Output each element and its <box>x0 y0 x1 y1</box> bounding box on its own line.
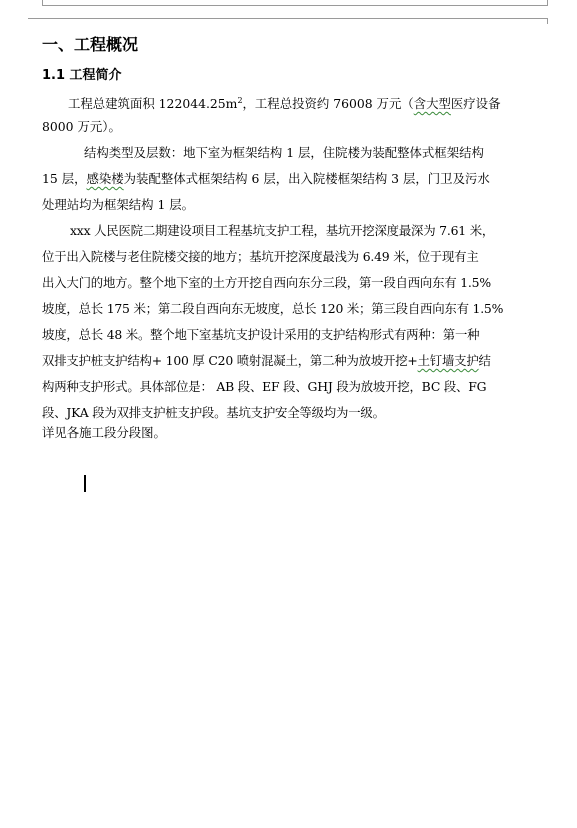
spellcheck-underline: 感染楼 <box>86 171 124 186</box>
spellcheck-underline: 含大型 <box>413 96 451 112</box>
text-cursor <box>84 475 86 492</box>
paragraph-see-drawing: 详见各施工段分段图。 <box>42 425 166 440</box>
paragraph-excavation <box>42 218 548 426</box>
text-line: xxx 人民医院二期建设项目工程基坑支护工程，基坑开挖深度最深为 7.61 米， <box>70 223 495 238</box>
heading-2: 1.1 工程简介 <box>42 68 122 83</box>
text-line: 坡度，总长 175 米；第二段自西向东无坡度，总长 120 米；第三段自西向东有 1.5% <box>42 301 504 316</box>
text-line: 段、JKA 段为双排支护桩支护段。基坑支护安全等级均为一级。 <box>42 405 385 420</box>
text-line: 工程总建筑面积 $122044.25m^2$，工程总投资约 76008 万元（含大型医疗设备 <box>68 96 501 112</box>
heading-1: 一、工程概况 <box>42 35 139 54</box>
paragraph-overview <box>42 88 548 140</box>
spellcheck-underline: 土钉墙支护 <box>417 353 479 368</box>
text-line: 8000 万元）。 <box>42 119 121 134</box>
page-top-border <box>42 0 548 6</box>
text-line: 出入大门的地方。整个地下室的土方开挖自西向东分三段，第一段自西向东有 1.5% <box>42 275 491 290</box>
paragraph-structure <box>42 140 548 218</box>
document-body[interactable] <box>42 34 548 446</box>
page-margin-marker <box>28 18 548 24</box>
text-line: 处理站均为框架结构 1 层。 <box>42 197 195 212</box>
text-line: 构两种支护形式。具体部位是： AB 段、EF 段、GHJ 段为放坡开挖，BC 段、FG <box>42 379 487 394</box>
text-line: 15 层，感染楼为装配整体式框架结构 6 层，出入院楼框架结构 3 层，门卫及污水 <box>42 171 490 186</box>
text-line: 结构类型及层数：地下室为框架结构 1 层，住院楼为装配整体式框架结构 <box>84 145 484 160</box>
text-line: 双排支护桩支护结构+ 100 厚 C20 喷射混凝土，第二种为放坡开挖+土钉墙支护结 <box>42 353 491 368</box>
text-line: 位于出入院楼与老住院楼交接的地方；基坑开挖深度最浅为 6.49 米，位于现有主 <box>42 249 479 264</box>
text-line: 坡度，总长 48 米。整个地下室基坑支护设计采用的支护结构形式有两种：第一种 <box>42 327 480 342</box>
